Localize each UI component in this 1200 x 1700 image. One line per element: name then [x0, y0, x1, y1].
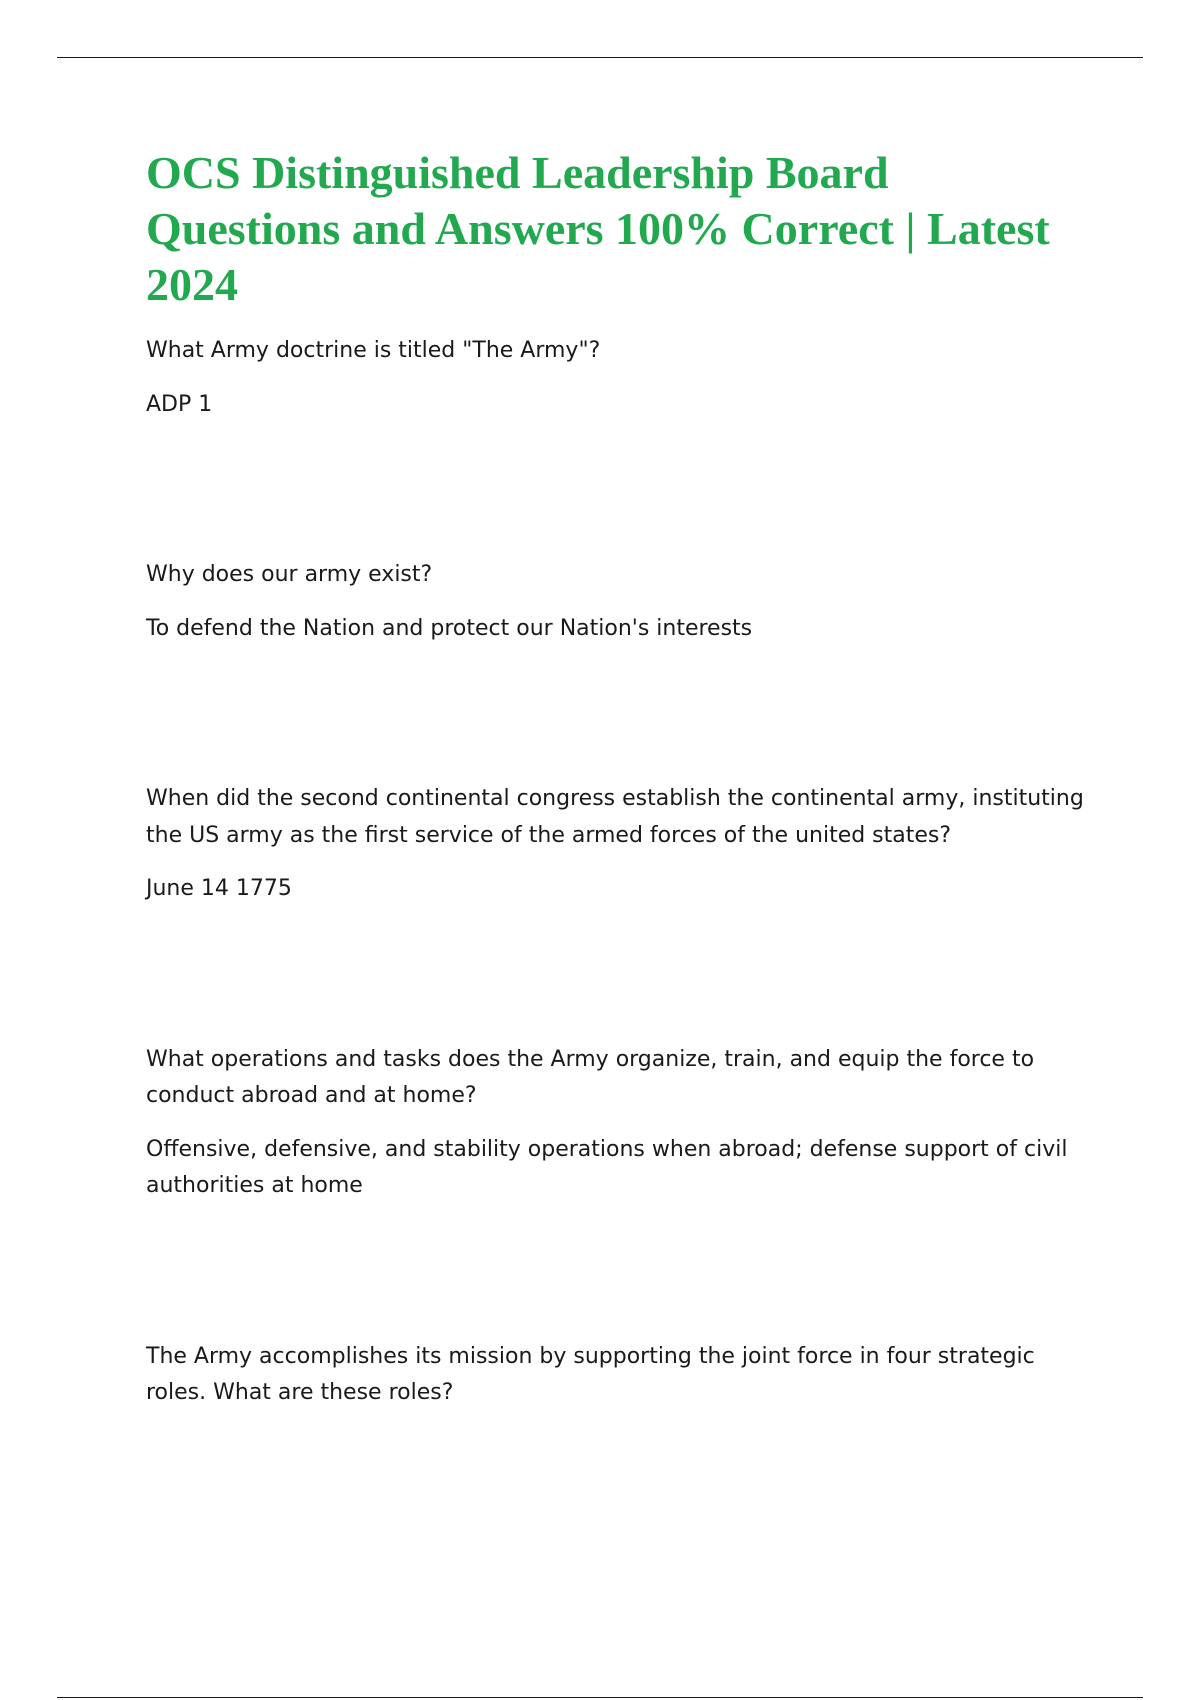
document-title: OCS Distinguished Leadership Board Questions and Answers 100% Correct | Latest 2024: [146, 147, 1050, 310]
question-text: The Army accomplishes its mission by supporting the joint force in four strategic roles. What are these roles?: [146, 1343, 1035, 1405]
answer-text: Offensive, defensive, and stability operations when abroad; defense support of civil authorities at home: [146, 1136, 1068, 1198]
answer-text: June 14 1775: [146, 876, 292, 901]
question-text: When did the second continental congress establish the continental army, instituting the US army as the first service of the armed forces of the united states?: [146, 786, 1084, 848]
qa-item: [146, 333, 1086, 423]
qa-item: [146, 1339, 1086, 1412]
question-text: What operations and tasks does the Army organize, train, and equip the force to conduct abroad and at home?: [146, 1046, 1035, 1108]
question-text: Why does our army exist?: [146, 562, 433, 587]
question-text: What Army doctrine is titled "The Army"?: [146, 338, 601, 363]
qa-item: [146, 1042, 1086, 1205]
answer-text: ADP 1: [146, 391, 213, 417]
answer-text: To defend the Nation and protect our Nation's interests: [146, 615, 753, 641]
bottom-rule: [57, 1697, 1143, 1698]
document-body: [146, 145, 1086, 1429]
qa-item: [146, 781, 1086, 908]
qa-item: [146, 557, 1086, 647]
top-rule: [57, 57, 1143, 58]
